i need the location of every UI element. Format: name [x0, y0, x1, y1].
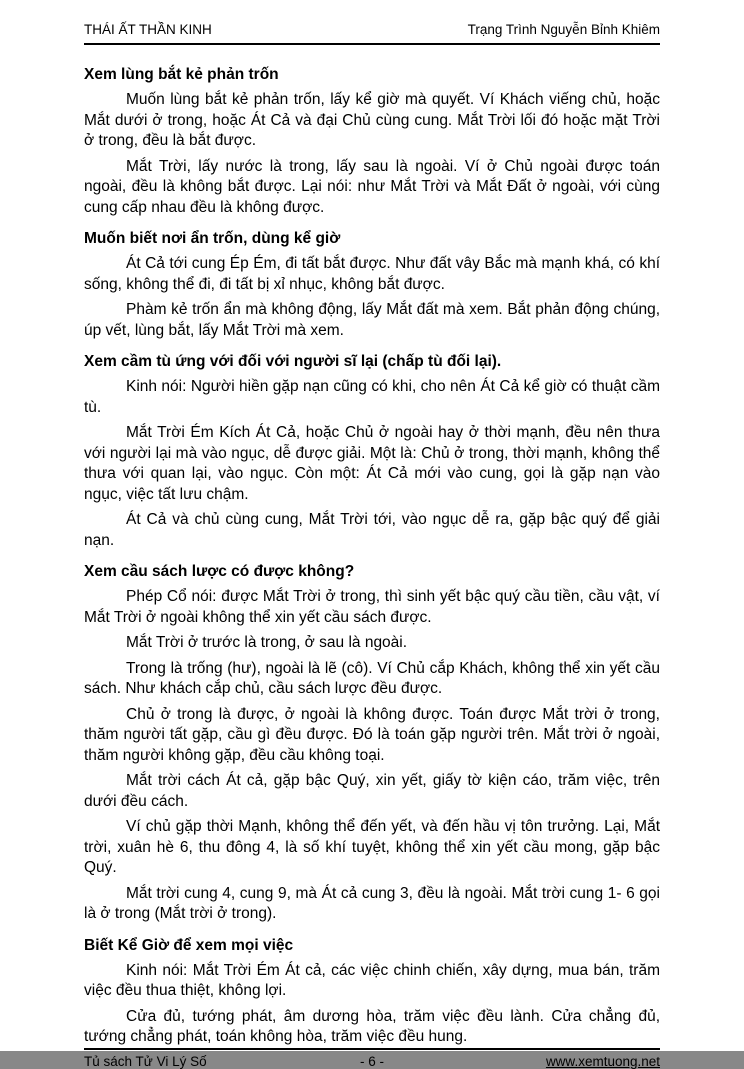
footer-series-title: Tủ sách Tử Vi Lý Số: [84, 1053, 207, 1069]
paragraph: Át Cả và chủ cùng cung, Mắt Trời tới, vào ngục dễ ra, gặp bậc quý để giải nạn.: [84, 511, 660, 549]
section-heading: Xem lùng bắt kẻ phản trốn: [84, 66, 279, 83]
paragraph: Ví chủ gặp thời Mạnh, không thể đến yết, và đến hầu vị tôn trưởng. Lại, Mắt trời, xuân hè 6, thu đông 4, là số khí tuyệt, không thể xin yết cầu mong, gặp bậc Quý.: [84, 818, 660, 876]
paragraph: Muốn lùng bắt kẻ phản trốn, lấy kể giờ mà quyết. Ví Khách viếng chủ, hoặc Mắt dưới ở trong, hoặc Át Cả và đại Chủ cùng cung. Mắt Trời lối đó hoặc mặt Trời ở trong, đều là bắt được.: [84, 91, 660, 149]
page-header: [84, 22, 660, 45]
header-author: Trạng Trình Nguyễn Bỉnh Khiêm: [467, 22, 660, 37]
page-footer: [84, 1048, 660, 1069]
paragraph: Mắt Trời Ém Kích Át Cả, hoặc Chủ ở ngoài hay ở thời mạnh, đều nên thưa với người lại mà vào ngục, dễ được giải. Một là: Chủ ở trong, thời mạnh, không thể thưa với quan lại, vào ngục. Còn một: Át Cả mới vào cung, gọi là gặp nạn vào ngục, việc tất lưu chậm.: [84, 424, 660, 503]
paragraph: Mắt Trời, lấy nước là trong, lấy sau là ngoài. Ví ở Chủ ngoài được toán ngoài, đều là không bắt được. Lại nói: như Mắt Trời và Mắt Đất ở ngoài, với cùng cung cấp nhau đều là không được.: [84, 157, 660, 216]
paragraph: Mắt Trời ở trước là trong, ở sau là ngoài.: [126, 634, 408, 651]
section-heading: Muốn biết nơi ẩn trốn, dùng kể giờ: [84, 230, 341, 247]
section-heading: Biết Kể Giờ để xem mọi việc: [84, 936, 294, 954]
paragraph: Mắt trời cung 4, cung 9, mà Át cả cung 3, đều là ngoài. Mắt trời cung 1- 6 gọi là ở trong (Mắt trời ở trong).: [84, 884, 660, 922]
page-number: - 6 -: [359, 1053, 384, 1069]
paragraph: Kinh nói: Mắt Trời Ém Át cả, các việc chinh chiến, xây dựng, mua bán, trăm việc đều thua thiệt, không lợi.: [84, 961, 660, 999]
paragraph: Chủ ở trong là được, ở ngoài là không được. Toán được Mắt trời ở trong, thăm người tất gặp, cầu gì đều được. Đó là toán gặp người trên. Mắt trời ở ngoài, thăm người không gặp, đều cầu không toại.: [84, 705, 660, 764]
header-book-title: THÁI ẤT THẦN KINH: [84, 22, 212, 37]
paragraph: Phàm kẻ trốn ẩn mà không động, lấy Mắt đất mà xem. Bắt phản động chúng, úp vết, lùng bắt, lấy Mắt Trời mà xem.: [84, 301, 660, 339]
paragraph: Cửa đủ, tướng phát, âm dương hòa, trăm việc đều lành. Cửa chẳng đủ, tướng chẳng phát, toán không hòa, trăm việc đều hung.: [84, 1007, 660, 1045]
paragraph: Trong là trống (hư), ngoài là lẽ (cô). Ví Chủ cắp Khách, không thể xin yết cầu sách. Như khách cắp chủ, cầu sách lược đều được.: [84, 659, 660, 697]
document-body: [84, 45, 660, 1048]
paragraph: Kinh nói: Người hiền gặp nạn cũng có khi, cho nên Át Cả kể giờ có thuật cầm tù.: [84, 378, 660, 416]
paragraph: Át Cả tới cung Ép Ém, đi tất bắt được. Như đất vây Bắc mà mạnh khá, có khí sống, không thể đi, đi tất bị xỉ nhục, không bắt được.: [84, 255, 660, 293]
paragraph: Mắt trời cách Át cả, gặp bậc Quý, xin yết, giấy tờ kiện cáo, trăm việc, trên dưới đều cách.: [84, 772, 660, 810]
paragraph: Phép Cổ nói: được Mắt Trời ở trong, thì sinh yết bậc quý cầu tiền, cầu vật, ví Mắt Trời ở ngoài không thể xin yết cầu sách được.: [84, 588, 660, 626]
section-heading: Xem cầu sách lược có được không?: [84, 563, 355, 580]
footer-website-link[interactable]: www.xemtuong.net: [545, 1053, 660, 1069]
section-heading: Xem cầm tù ứng với đối với người sĩ lại (chấp tù đối lại).: [84, 353, 502, 370]
